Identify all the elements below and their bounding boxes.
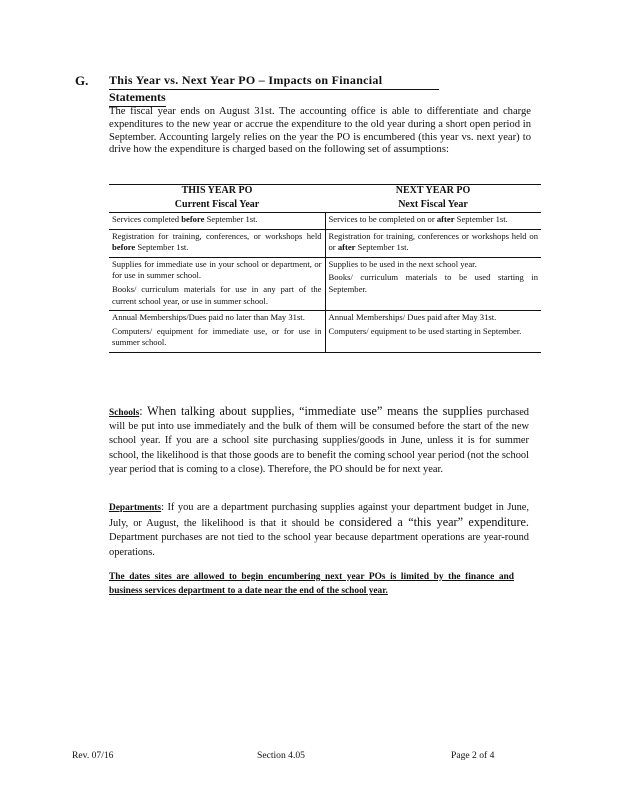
departments-lead: Departments [109, 503, 162, 513]
right-cell [325, 311, 541, 353]
cell-text-post: September 1st. [454, 214, 508, 224]
cell-item [329, 326, 539, 338]
cell-text-pre: Annual Memberships/ Dues paid after May 31st. [328, 312, 497, 323]
left-cell [109, 213, 325, 230]
departments-emphasis: considered a “this year” expenditure. [339, 515, 529, 530]
cell-item [329, 312, 539, 324]
cell-text-pre: Computers/ equipment to be used starting in September. [328, 325, 522, 336]
table-row [109, 229, 541, 257]
cell-text-pre: Books/ curriculum materials for use in any part of the current school year, or use in summer school. [112, 283, 322, 306]
table-row [109, 311, 541, 353]
right-cell [325, 257, 541, 310]
section-letter: G. [75, 73, 89, 88]
departments-paragraph [109, 501, 529, 560]
cell-text-bold: after [436, 214, 455, 224]
cell-text-pre: Annual Memberships/Dues paid no later than May 31st. [112, 312, 305, 323]
left-column-subheader: Current Fiscal Year [109, 198, 325, 213]
cell-text-post: September 1st. [135, 242, 189, 253]
cell-item [112, 326, 322, 349]
footer-revision: Rev. 07/16 [72, 750, 114, 761]
left-cell [109, 229, 325, 257]
intro-paragraph [109, 106, 531, 157]
right-column-header: NEXT YEAR PO [395, 185, 471, 196]
cell-text-post: September 1st. [204, 214, 258, 224]
cell-text-pre: Computers/ equipment for immediate use, or for use in summer school. [112, 325, 322, 348]
right-column-subheader: Next Fiscal Year [325, 198, 541, 213]
cell-item [329, 231, 539, 254]
po-assumptions-table [109, 184, 541, 353]
cell-item [112, 214, 322, 226]
cell-text-pre: Supplies for immediate use in your school or department, or for use in summer school. [112, 258, 322, 281]
table-row [109, 213, 541, 230]
right-cell [325, 213, 541, 230]
departments-body-2: Department purchases are not tied to the school year because department operations are year-round operations. [109, 532, 529, 558]
left-cell [109, 257, 325, 310]
cell-text-pre: Registration for training, conferences, or workshops held [112, 230, 322, 241]
cell-text-pre: Services to be completed on or [328, 214, 437, 224]
cell-text-bold: after [337, 242, 356, 253]
cell-item [112, 312, 322, 324]
departments-body-1: : If you are a department purchasing supplies against your department budget in June, July, or August, the likelihood is that it should be [109, 502, 529, 530]
cell-text-pre: Books/ curriculum materials to be used starting in September. [328, 272, 538, 294]
left-column-header: THIS YEAR PO [181, 185, 253, 196]
table-row [109, 257, 541, 310]
section-title: This Year vs. Next Year PO – Impacts on Financial [109, 73, 439, 90]
schools-body: purchased will be put into use immediately and the bulk of them will be consumed before the start of the new school year. If you are a school site purchasing supplies/goods in June, unless it is for summer school, the likelihood is that those goods are to benefit the coming school year period (not the school year period that is coming to a close). Therefore, the PO should be for next year. [109, 407, 529, 475]
cell-text-post: September 1st. [355, 242, 409, 253]
footer-section: Section 4.05 [257, 750, 305, 761]
cell-text-pre: Supplies to be used in the next school year. [328, 258, 477, 269]
cell-item [112, 259, 322, 282]
left-cell [109, 311, 325, 353]
cell-item [329, 272, 539, 295]
table-body [109, 213, 541, 353]
intro-text: The fiscal year ends on August 31st. The accounting office is able to differentiate and charge expenditures to the new year or accrue the expenditure to the old year during a short open period in September. Accounting largely relies on the year the PO is encumbered (this year vs. next year) to drive how the expenditure is charged based on the following set of assumptions: [109, 106, 531, 156]
footer-page-number: Page 2 of 4 [451, 750, 495, 761]
dates-note: The dates sites are allowed to begin encumbering next year POs is limited by the finance and business services department to a date near the end of the school year. [109, 572, 514, 597]
cell-text-pre: Registration for training, conferences or workshops held on or [328, 230, 538, 253]
right-cell [325, 229, 541, 257]
cell-item [112, 231, 322, 254]
cell-text-pre: Services completed [112, 214, 182, 224]
schools-emphasis: : When talking about supplies, “immediate use” means the supplies [139, 404, 483, 418]
cell-text-bold: before [112, 242, 136, 253]
schools-paragraph [109, 404, 529, 477]
cell-item [112, 284, 322, 307]
cell-text-bold: before [181, 214, 205, 224]
schools-lead: Schools [109, 408, 140, 418]
cell-item [329, 214, 539, 226]
section-subtitle: Statements [109, 90, 166, 107]
cell-item [329, 259, 539, 271]
